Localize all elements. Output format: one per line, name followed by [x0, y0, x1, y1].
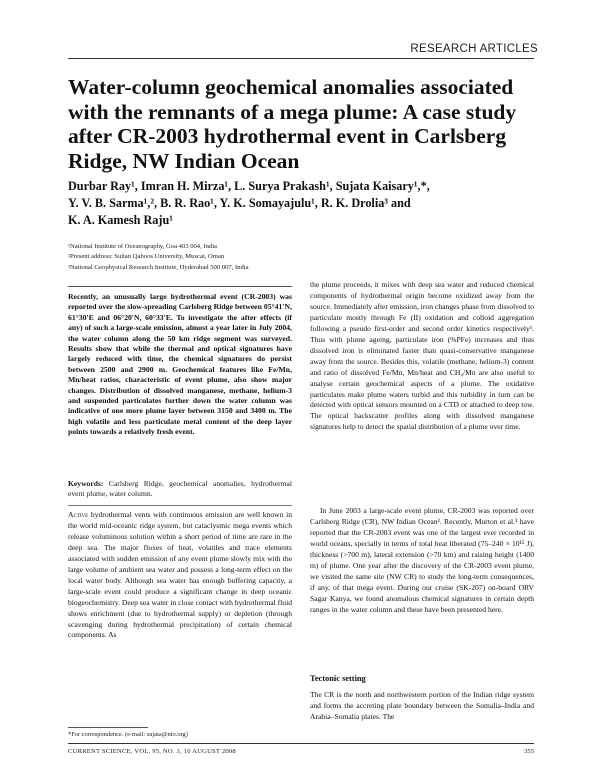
section-heading-tectonic: Tectonic setting	[310, 674, 366, 683]
author-list	[68, 178, 538, 229]
header-rule	[68, 58, 534, 59]
section-tag: RESEARCH ARTICLES	[410, 43, 538, 55]
author-line-2: Y. V. B. Sarma¹,², B. R. Rao¹, Y. K. Somayajulu¹, R. K. Drolia³ and	[68, 196, 411, 210]
affiliation-2: ²Present address: Sultan Qaboos University, Muscat, Oman	[68, 253, 225, 261]
keywords-rule	[68, 505, 292, 506]
right-column-paragraph-1: the plume proceeds, it mixes with deep sea water and reduced chemical components of hydrothermal origin become oxidized away from the source. Immediately after emission, iron changes phase from dissolved to particulate mostly through Fe (II) oxidation and colloid aggregation following a pseudo first-order and second order kinetics respectively¹. Thus with plume ageing, particulate iron (%PFe) increases and thus dissolved iron is eliminated faster than quasi-conservative manganese away from the source. Besides this, volatile (methane, helium-3) content and ratio of dissolved Fe/Mn, Mn/heat and CH₄/Mn are also useful to analyse certain geochemical aspects of a plume. The oxidative particulates make plume waters turbid and this turbidity in turn can be detected with optical sensors mounted on a CTD or attached to deep tow. The optical backscatter profiles along with dissolved manganese signatures help to detect the spatial distribution of a plume over time.	[310, 280, 534, 432]
footnote-rule	[68, 727, 148, 728]
intro-text: hydrothermal vents with continuous emission are well known in the world mid-oceanic ridge system, but cataclysmic mega events which release voluminous solution within a short period of time are rare in the deep sea. The major fluxes of heat, volatiles and trace elements associated with sudden emission of any event plume slowly mix with the large volume of ambient sea water and possess a long-term effect on the local water body. Although sea water has enough buffering capacity, a large-scale event could produce a significant change in deep oceanic biogeochemistry. Deep sea water in close contact with hydrothermal fluid shows enrichment (due to hydrothermal supply) or depletion (through scavenging during hydrothermal precipitation) of certain chemical components. As	[68, 510, 292, 640]
keywords-label: Keywords:	[68, 479, 104, 488]
page-number: 355	[524, 748, 534, 755]
introduction-paragraph	[68, 510, 292, 641]
affiliation-3: ³National Geophysical Research Institute, Hyderabad 500 007, India	[68, 263, 249, 271]
right-column-paragraph-2: In June 2003 a large-scale event plume, CR-2003 was reported over Carlsberg Ridge (CR), NW Indian Ocean². Recently, Murton et al.³ have reported that the CR-2003 event was one of the largest ever recorded in world oceans, specially in terms of total heat liberated (75–240 × 10¹⁵ J), thickness (>700 m), lateral extension (>70 km) and raising height (1400 m) of plume. One year after the discovery of the CR-2003 event plume, we visited the same site (NW CR) to study the long-term consequences, if any, of that mega event. During our cruise (SK-207) on-board ORV Sagar Kanya, we found anomalous chemical signatures in certain depth ranges in the water column and these have been presented here.	[310, 506, 534, 614]
keywords	[68, 479, 292, 500]
correspondence-footnote: *For correspondence. (e-mail: sujata@nio.org)	[68, 731, 188, 738]
keywords-text: Carlsberg Ridge, geochemical anomalies, hydrothermal event plume, water column.	[68, 479, 292, 499]
abstract-top-rule	[68, 286, 292, 287]
footer-rule	[68, 743, 534, 744]
affiliations	[68, 242, 538, 273]
right-column-paragraph-3: The CR is the north and northwestern portion of the Indian ridge system and forms the accreting plate boundary between the Somalia–India and Arabia–Somalia plates. The	[310, 690, 534, 721]
author-line-3: K. A. Kamesh Raju¹	[68, 213, 173, 227]
affiliation-1: ¹National Institute of Oceanography, Goa 403 004, India	[68, 243, 217, 250]
abstract: Recently, an unusually large hydrothermal event (CR-2003) was reported over the slow-spreading Carlsberg Ridge between 05°41′N, 61°30′E and 06°20′N, 60°33′E. To investigate the after effects (if any) of such a large-scale emission, almost a year later in July 2004, the water column along the 50 km ridge segment was surveyed. Results show that while the thermal and optical signatures have largely reduced with time, the chemical signatures do persist between 2500 and 2900 m. Geochemical features like Fe/Mn, Mn/heat ratios, characteristic of event plume, also show major changes. Distribution of dissolved manganese, methane, helium-3 and suspended particulates further down the water column was indicative of one more plume layer between 3150 and 3400 m. The high volatile and less particulate metal content of the deep layer points towards a relatively fresh event.	[68, 292, 292, 437]
intro-lead-word: Active	[68, 510, 89, 519]
journal-citation: CURRENT SCIENCE, VOL. 95, NO. 3, 10 AUGUST 2008	[68, 748, 236, 755]
author-line-1: Durbar Ray¹, Imran H. Mirza¹, L. Surya Prakash¹, Sujata Kaisary¹,*,	[68, 179, 430, 193]
article-title: Water-column geochemical anomalies associated with the remnants of a mega plume: A case study after CR-2003 hydrothermal event in Carlsberg Ridge, NW Indian Ocean	[68, 75, 517, 173]
